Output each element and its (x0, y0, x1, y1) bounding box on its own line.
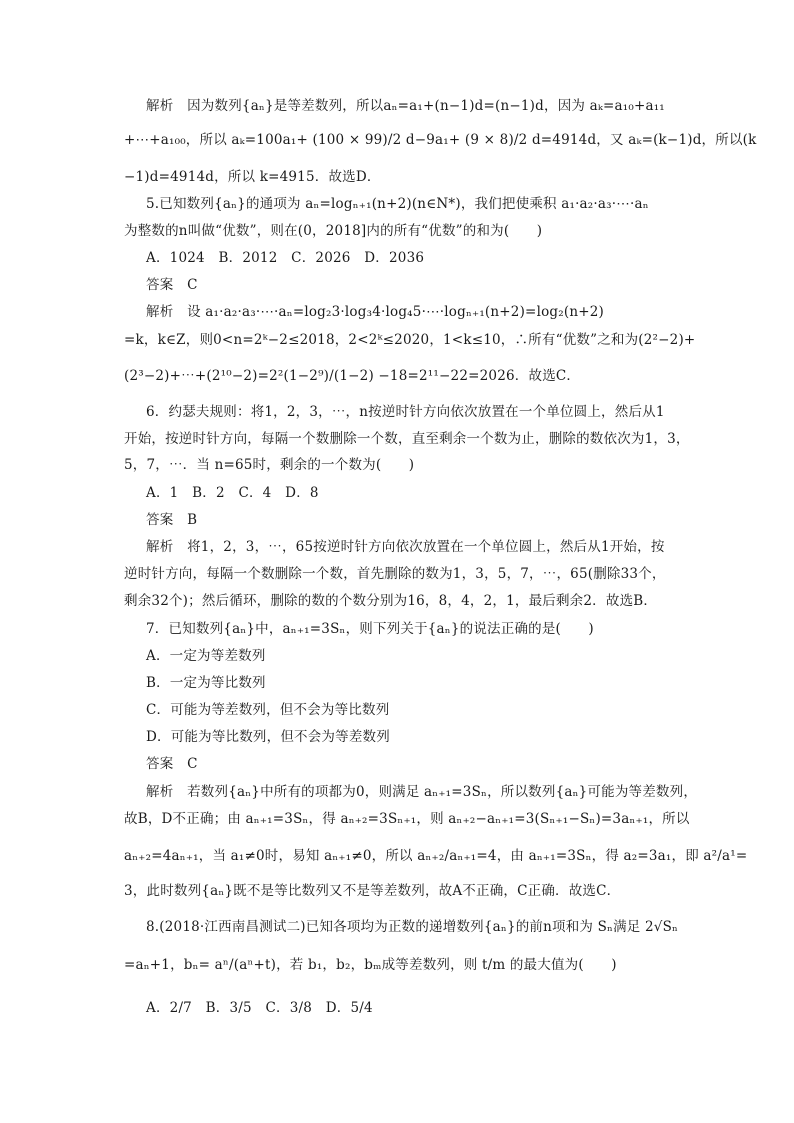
option-d: D．可能为等比数列，但不会为等差数列 (146, 729, 390, 745)
question-6: 6．约瑟夫规则：将1，2，3，⋯，n按逆时针方向依次放置在一个单位圆上，然后从1 (146, 404, 665, 420)
option-c: C．可能为等差数列，但不会为等比数列 (146, 702, 390, 718)
question-7: 7．已知数列{aₙ}中，aₙ₊₁=3Sₙ，则下列关于{aₙ}的说法正确的是( ) (146, 621, 594, 637)
text-line: 3，此时数列{aₙ}既不是等比数列又不是等差数列，故A不正确，C正确．故选C． (124, 883, 621, 899)
answer-label: 答案 C (146, 277, 198, 293)
text-line: =aₙ+1，bₙ= aⁿ/(aⁿ+t)，若 b₁，b₂，bₘ成等差数列，则 t/m 的最大值为( ) (124, 957, 617, 973)
text-line: 剩余32个)；然后循环，删除的数的个数分别为16，8，4，2，1，最后剩余2．故选B． (124, 593, 658, 609)
text-line: (2³−2)+⋯+(2¹⁰−2)=2²(1−2⁹)/(1−2) −18=2¹¹−22=2026．故选C． (124, 368, 581, 384)
text-line: aₙ₊₂=4aₙ₊₁，当 a₁≠0时，易知 aₙ₊₁≠0，所以 aₙ₊₂/aₙ₊₁=4，由 aₙ₊₁=3Sₙ，得 a₂=3a₁，即 a²/a¹= (124, 848, 748, 864)
answer-label: 答案 B (146, 512, 198, 528)
answer-options: A．1 B．2 C．4 D．8 (146, 485, 319, 501)
text-line: +⋯+a₁₀₀，所以 aₖ=100a₁+ (100 × 99)/2 d−9a₁+ (9 × 8)/2 d=4914d，又 aₖ=(k−1)d，所以(k (124, 132, 757, 148)
text-line: 5，7，⋯．当 n=65时，剩余的一个数为( ) (124, 457, 415, 473)
option-a: A．一定为等差数列 (146, 648, 266, 664)
text-line: 逆时针方向，每隔一个数删除一个数，首先删除的数为1，3，5，7，⋯，65(删除33个， (124, 566, 666, 582)
answer-options: A．1024 B．2012 C．2026 D．2036 (146, 250, 425, 266)
answer-label: 答案 C (146, 756, 198, 772)
text-line: =k，k∈Z，则0<n=2ᵏ−2≤2018，2<2ᵏ≤2020，1<k≤10，∴所有“优数”之和为(2²−2)+ (124, 332, 696, 348)
text-line: 解析 设 a₁·a₂·a₃·⋯·aₙ=log₂3·log₃4·log₄5·⋯·logₙ₊₁(n+2)=log₂(n+2) (146, 304, 605, 320)
text-line: −1)d=4914d，所以 k=4915．故选D． (124, 169, 381, 185)
text-line: 解析 将1，2，3，⋯，65按逆时针方向依次放置在一个单位圆上，然后从1开始，按 (146, 539, 665, 555)
text-line: 为整数的n叫做“优数”，则在(0，2018]内的所有“优数”的和为( ) (124, 223, 543, 239)
text-line: 解析 若数列{aₙ}中所有的项都为0，则满足 aₙ₊₁=3Sₙ，所以数列{aₙ}可能为等差数列， (146, 784, 698, 800)
text-line: 故B，D不正确；由 aₙ₊₁=3Sₙ，得 aₙ₊₂=3Sₙ₊₁，则 aₙ₊₂−aₙ₊₁=3(Sₙ₊₁−Sₙ)=3aₙ₊₁，所以 (124, 811, 690, 827)
option-b: B．一定为等比数列 (146, 675, 266, 691)
question-5: 5.已知数列{aₙ}的通项为 aₙ=logₙ₊₁(n+2)(n∈N*)，我们把使乘积 a₁·a₂·a₃·⋯·aₙ (146, 196, 649, 212)
text-line: 解析 因为数列{aₙ}是等差数列，所以aₙ=a₁+(n−1)d=(n−1)d，因为 aₖ=a₁₀+a₁₁ (146, 98, 665, 114)
text-line: 开始，按逆时针方向，每隔一个数删除一个数，直至剩余一个数为止，删除的数依次为1，3， (124, 431, 690, 447)
question-8: 8.(2018·江西南昌测试二)已知各项均为正数的递增数列{aₙ}的前n项和为 Sₙ满足 2√Sₙ (146, 919, 679, 935)
answer-options: A．2/7 B．3/5 C．3/8 D．5/4 (146, 1000, 373, 1016)
